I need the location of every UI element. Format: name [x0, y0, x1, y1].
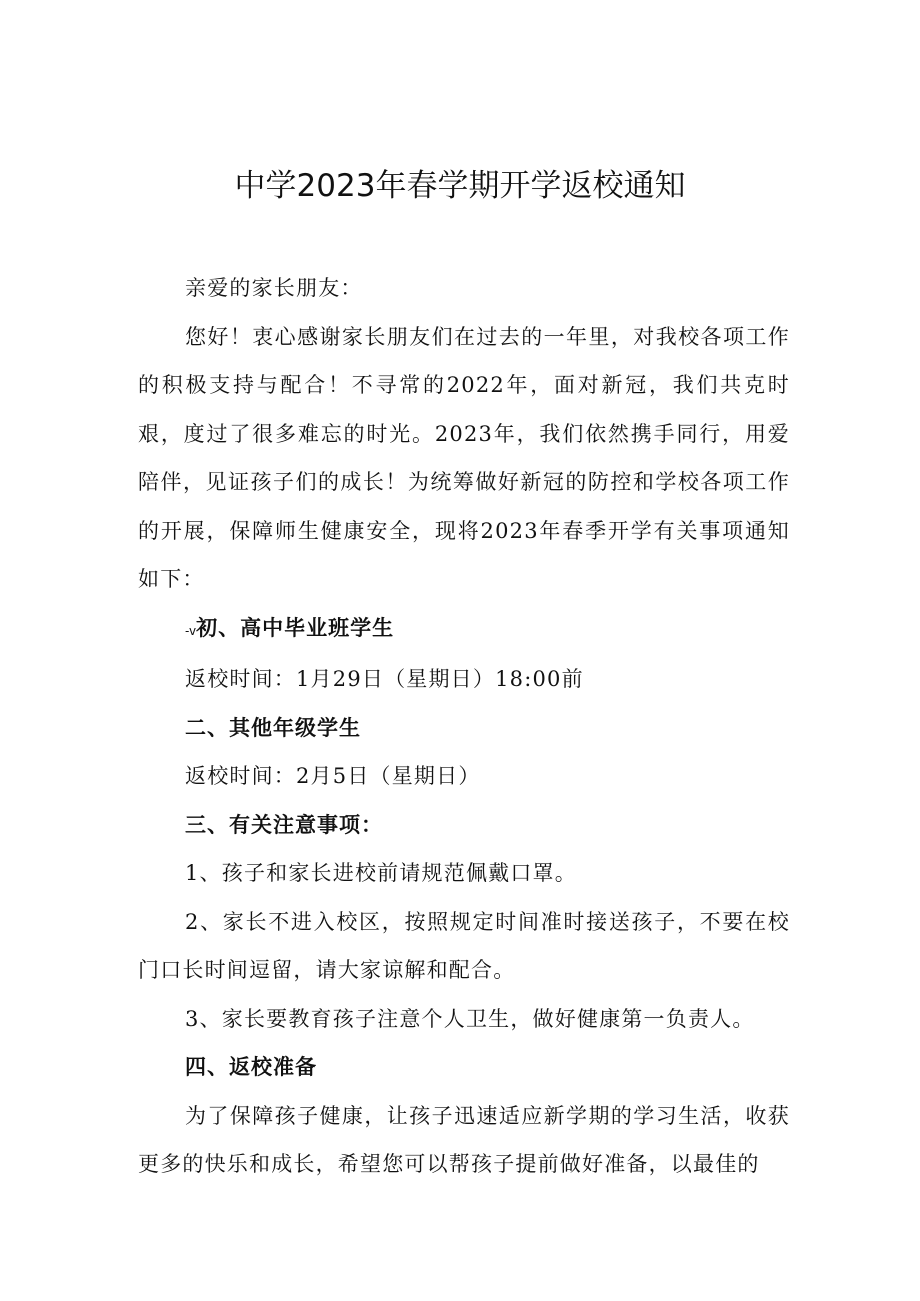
document-body	[138, 264, 790, 1189]
section4-heading: 四、返校准备	[185, 1055, 317, 1079]
list-item: 1、孩子和家长进校前请规范佩戴口罩。	[185, 861, 577, 885]
section1-heading-text: 初、高中毕业班学生	[196, 615, 395, 640]
section1-time: 返校时间：1月29日（星期日）18:00前	[185, 667, 584, 691]
greeting: 亲爱的家长朋友：	[185, 276, 363, 300]
section3-heading: 三、有关注意事项：	[185, 812, 383, 837]
section4-paragraph: 为了保障孩子健康，让孩子迅速适应新学期的学习生活，收获更多的快乐和成长，希望您可以帮孩子提前做好准备，以最佳的	[138, 1103, 790, 1176]
section1-mark: -v	[185, 623, 197, 638]
intro-paragraph: 您好！衷心感谢家长朋友们在过去的一年里，对我校各项工作的积极支持与配合！不寻常的2022年，面对新冠，我们共克时艰，度过了很多难忘的时光。2023年，我们依然携手同行，用爱陪伴，见证孩子们的成长！为统筹做好新冠的防控和学校各项工作的开展，保障师生健康安全，现将2023年春季开学有关事项通知如下：	[138, 324, 790, 591]
list-item: 2、家长不进入校区，按照规定时间准时接送孩子，不要在校门口长时间逗留，请大家谅解和配合。	[138, 909, 790, 982]
document-title: 中学2023年春学期开学返校通知	[234, 168, 686, 204]
section2-time: 返校时间：2月5日（星期日）	[185, 764, 481, 788]
section2-heading: 二、其他年级学生	[185, 715, 361, 740]
list-item: 3、家长要教育孩子注意个人卫生，做好健康第一负责人。	[185, 1006, 755, 1031]
section1-heading	[138, 604, 790, 656]
